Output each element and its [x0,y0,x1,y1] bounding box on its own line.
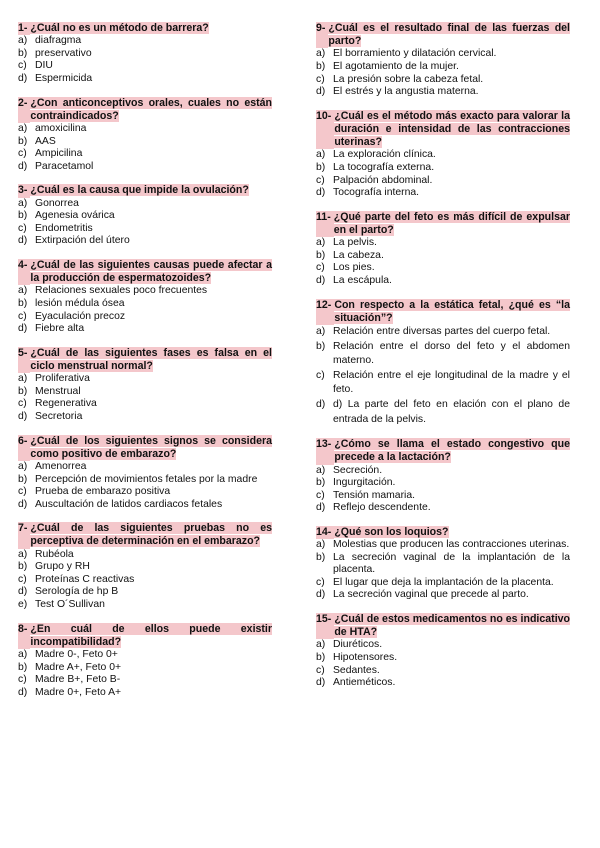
option-letter: d) [316,187,326,199]
option-letter: d) [18,235,28,247]
question-text: ¿Con anticonceptivos orales, cuales no están contraindicados? [30,96,272,122]
option-text: diafragma [35,35,82,47]
option-text: lesión médula ósea [35,297,125,309]
answer-option [316,490,570,503]
option-text: La tocografía externa. [333,161,435,173]
question-heading [316,211,570,237]
question-block [18,184,272,248]
option-letter: a) [18,460,28,472]
option-letter: d) [18,160,28,172]
option-letter: d) [316,274,326,286]
option-letter: c) [316,489,325,501]
option-letter: a) [18,548,28,560]
option-text: Relación entre el eje longitudinal de la madre y el feto. [333,369,570,396]
option-text: La escápula. [333,274,392,286]
option-letter: c) [316,664,325,676]
option-letter: c) [316,73,325,85]
option-letter: b) [316,340,326,352]
question-number: 2- [18,97,30,123]
option-text: Gonorrea [35,197,79,209]
option-text: Relación entre diversas partes del cuerpo fetal. [333,325,551,337]
option-text: Tensión mamaria. [333,489,416,501]
question-block [316,438,570,515]
answer-option [18,386,272,399]
option-text: Prueba de embarazo positiva [35,486,171,498]
option-letter: a) [316,149,326,161]
question-number: 12- [316,299,334,325]
question-block [18,435,272,512]
option-text: Molestias que producen las contracciones uterinas. [333,539,570,551]
option-text: Amenorrea [35,460,87,472]
answer-option [316,639,570,652]
question-text: ¿Cuál de las siguientes fases es falsa en el ciclo menstrual normal? [30,346,272,372]
answer-option [18,398,272,411]
answer-option [316,175,570,188]
question-number: 10- [316,110,334,150]
option-letter: b) [18,47,28,59]
option-letter: d) [316,86,326,98]
option-text: Hipotensores. [333,652,398,664]
answer-option [316,262,570,275]
answer-option [316,477,570,490]
option-text: Relaciones sexuales poco frecuentes [35,285,208,297]
question-text: ¿Cuál de las siguientes causas puede afectar a la producción de espermatozoides? [30,258,272,285]
option-letter: d) [316,589,326,601]
question-number: 15- [316,613,334,639]
answer-option [18,123,272,136]
option-text: La secreción vaginal de la implantación de la placenta. [333,551,570,576]
option-letter: b) [316,652,326,664]
question-number: 1- [18,22,30,35]
option-text: preservativo [35,47,92,59]
answer-option [18,687,272,700]
answer-option [316,325,570,340]
answer-option [18,649,272,662]
option-letter: d) [316,398,326,410]
question-number: 9- [316,22,328,48]
option-letter: b) [18,135,28,147]
answer-option [18,373,272,386]
option-letter: b) [316,249,326,261]
option-text: Test O´Sullivan [35,599,105,611]
answer-option [18,486,272,499]
answer-option [18,561,272,574]
option-text: Los pies. [333,262,375,274]
option-text: Madre 0-, Feto 0+ [35,649,118,661]
option-text: Tocografía interna. [333,187,420,199]
option-text: Agenesia ovárica [35,210,115,222]
answer-option [18,298,272,311]
question-text: ¿Cuál es el método más exacto para valorar la duración e intensidad de las contracciones uterinas? [334,109,570,149]
answer-option [18,311,272,324]
question-heading [18,22,272,35]
option-text: Secreción. [333,464,383,476]
answer-option [316,149,570,162]
answer-option [316,340,570,369]
question-heading [18,347,272,373]
question-block [18,623,272,700]
option-text: La presión sobre la cabeza fetal. [333,73,484,85]
answer-option [18,136,272,149]
question-heading [18,259,272,285]
option-letter: d) [18,72,28,84]
option-letter: d) [18,686,28,698]
question-block [316,110,570,200]
answer-option [18,549,272,562]
question-number: 4- [18,259,30,285]
answer-option [18,73,272,86]
option-text: Serología de hp B [35,586,119,598]
option-text: d) La parte del feto en elación con el plano de entrada de la pelvis. [333,398,570,425]
answer-option [316,275,570,288]
question-block [316,526,570,602]
option-letter: d) [18,410,28,422]
option-letter: c) [316,174,325,186]
option-text: Palpación abdominal. [333,174,433,186]
option-text: Paracetamol [35,160,94,172]
question-text: ¿Cómo se llama el estado congestivo que precede a la lactación? [334,438,570,464]
answer-option [316,577,570,590]
option-text: Rubéola [35,548,74,560]
option-text: Proteínas C reactivas [35,573,135,585]
question-number: 5- [18,347,30,373]
answer-option [18,461,272,474]
option-letter: b) [18,385,28,397]
question-block [316,211,570,288]
answer-option [316,465,570,478]
option-letter: d) [18,586,28,598]
question-number: 8- [18,623,30,649]
answer-option [316,652,570,665]
question-heading [18,522,272,548]
option-letter: a) [18,373,28,385]
option-text: amoxicilina [35,122,87,134]
question-text: ¿Cuál es la causa que impide la ovulación? [30,184,249,197]
question-heading [18,97,272,123]
answer-option [18,161,272,174]
question-heading [18,435,272,461]
question-text: ¿Cuál de los siguientes signos se considera como positivo de embarazo? [30,434,272,460]
option-letter: a) [316,325,326,337]
answer-option [316,61,570,74]
question-heading [316,613,570,639]
question-number: 6- [18,435,30,461]
question-block [316,299,570,428]
option-text: Relación entre el dorso del feto y el abdomen materno. [333,340,570,367]
answer-option [316,48,570,61]
option-letter: c) [18,148,27,160]
option-text: El agotamiento de la mujer. [333,61,459,72]
option-text: Grupo y RH [35,561,90,573]
question-heading [18,623,272,649]
option-text: Auscultación de latidos cardiacos fetales [35,498,223,510]
right-question-column [316,22,570,701]
answer-option [316,589,570,602]
option-letter: c) [316,576,325,588]
option-letter: c) [18,674,27,686]
option-letter: d) [18,498,28,510]
option-letter: a) [316,237,326,249]
answer-option [18,411,272,424]
question-number: 11- [316,211,334,237]
option-letter: b) [316,61,326,72]
question-text: ¿Cuál es el resultado final de las fuerzas del parto? [328,22,570,48]
question-text: ¿En cuál de ellos puede existir incompatibilidad? [30,622,272,648]
option-text: Madre B+, Feto B- [35,674,121,686]
answer-option [316,539,570,552]
option-letter: c) [18,222,27,234]
question-block [18,259,272,336]
option-text: El borramiento y dilatación cervical. [333,48,497,60]
answer-option [18,198,272,211]
option-letter: a) [18,35,28,47]
question-text: ¿Cuál no es un método de barrera? [30,22,209,34]
option-letter: c) [18,486,27,498]
question-number: 14- [316,526,334,539]
question-number: 7- [18,522,30,548]
answer-option [18,599,272,612]
answer-option [18,285,272,298]
answer-option [18,323,272,336]
option-letter: a) [18,122,28,134]
question-number: 13- [316,438,334,464]
answer-option [18,35,272,48]
question-block [18,347,272,424]
option-text: Ampicilina [35,148,83,160]
option-letter: e) [18,599,28,611]
option-text: Endometritis [35,222,93,234]
option-letter: a) [316,539,326,551]
option-letter: a) [316,464,326,476]
option-text: AAS [35,135,56,147]
question-heading [316,438,570,464]
answer-option [316,187,570,200]
option-letter: c) [18,573,27,585]
answer-option [316,237,570,250]
answer-option [316,86,570,99]
option-text: Madre 0+, Feto A+ [35,686,122,698]
option-letter: b) [316,477,326,489]
question-text: Con respecto a la estática fetal, ¿qué es “la situación”? [334,298,570,324]
option-text: Ingurgitación. [333,477,396,489]
option-letter: b) [316,551,326,563]
question-heading [18,184,272,197]
question-block [316,613,570,690]
answer-option [18,48,272,61]
option-letter: a) [18,197,28,209]
answer-option [18,210,272,223]
answer-option [316,369,570,398]
answer-option [316,250,570,263]
option-letter: a) [18,285,28,297]
answer-option [316,665,570,678]
option-text: Eyaculación precoz [35,310,126,322]
option-letter: b) [18,661,28,673]
question-block [18,522,272,611]
answer-option [18,474,272,487]
question-heading [316,110,570,150]
option-letter: c) [316,369,325,381]
question-heading [316,299,570,325]
option-letter: d) [316,677,326,689]
question-block [316,22,570,99]
option-text: Menstrual [35,385,81,397]
question-block [18,22,272,86]
answer-option [316,398,570,427]
question-text: ¿Cuál de estos medicamentos no es indicativo de HTA? [334,613,570,639]
option-letter: b) [316,161,326,173]
option-letter: a) [316,48,326,60]
question-heading [316,526,570,539]
option-text: DIU [35,60,53,72]
option-text: La pelvis. [333,237,377,249]
option-text: Sedantes. [333,664,380,676]
option-text: El lugar que deja la implantación de la placenta. [333,576,554,588]
answer-option [18,148,272,161]
option-letter: a) [18,649,28,661]
answer-option [18,499,272,512]
option-letter: c) [316,262,325,274]
option-letter: a) [316,639,326,651]
answer-option [316,677,570,690]
option-text: Fiebre alta [35,323,85,335]
option-text: Secretoria [35,410,83,422]
question-block [18,97,272,174]
option-letter: b) [18,561,28,573]
option-letter: c) [18,60,27,72]
option-text: Madre A+, Feto 0+ [35,661,122,673]
question-text: ¿Cuál de las siguientes pruebas no es perceptiva de determinación en el embarazo? [30,522,272,548]
option-text: Proliferativa [35,373,90,385]
answer-option [18,674,272,687]
answer-option [18,235,272,248]
option-text: El estrés y la angustia materna. [333,86,479,98]
option-text: La secreción vaginal que precede al parto. [333,589,529,601]
option-text: Antieméticos. [333,677,396,689]
answer-option [18,662,272,675]
answer-option [316,502,570,515]
option-letter: c) [18,398,27,410]
option-letter: b) [18,473,28,485]
answer-option [18,574,272,587]
question-text: ¿Qué parte del feto es más difícil de expulsar en el parto? [333,210,570,236]
option-text: Percepción de movimientos fetales por la madre [35,473,258,485]
question-text: ¿Qué son los loquios? [334,525,449,538]
left-question-column [18,22,272,710]
option-text: La exploración clínica. [333,149,436,161]
answer-option [316,162,570,175]
answer-option [316,74,570,87]
answer-option [18,586,272,599]
option-text: Diuréticos. [333,639,383,651]
option-text: Reflejo descendente. [333,502,431,514]
option-letter: b) [18,210,28,222]
option-text: La cabeza. [333,249,384,261]
answer-option [18,60,272,73]
option-text: Espermicida [35,72,93,84]
answer-option [18,223,272,236]
answer-option [316,552,570,577]
option-letter: d) [316,502,326,514]
option-letter: c) [18,310,27,322]
question-number: 3- [18,184,30,197]
option-text: Regenerativa [35,398,97,410]
option-letter: b) [18,297,28,309]
option-letter: d) [18,323,28,335]
option-text: Extirpación del útero [35,235,130,247]
question-heading [316,22,570,48]
